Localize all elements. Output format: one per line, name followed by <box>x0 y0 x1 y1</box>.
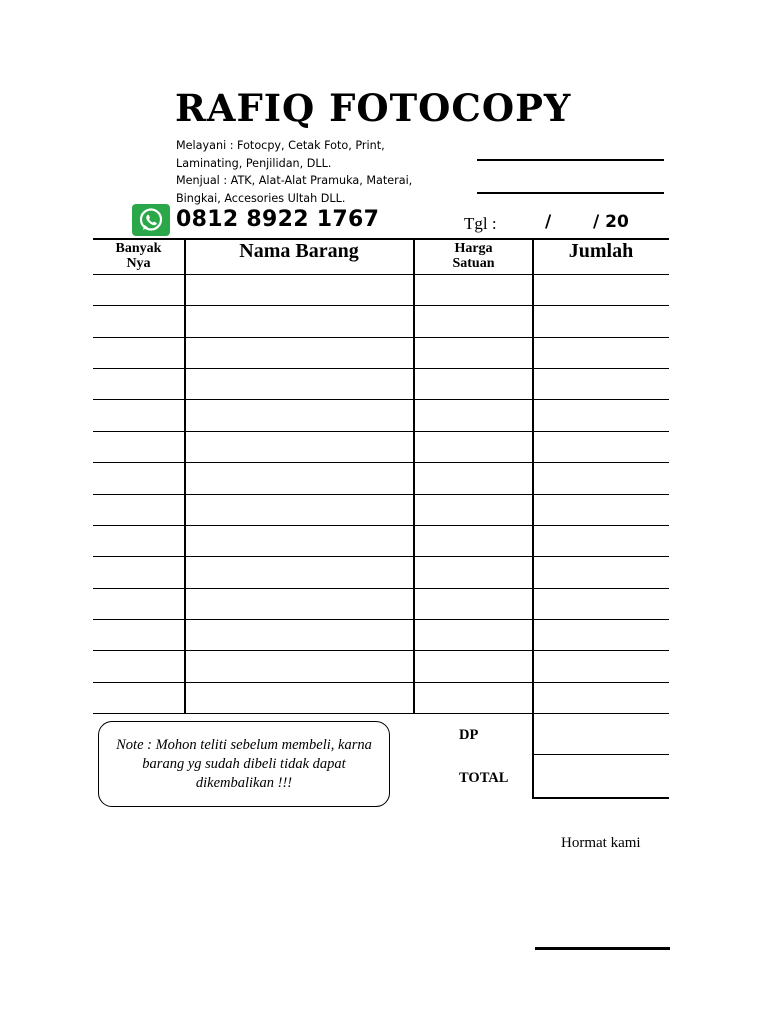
phone-number: 0812 8922 1767 <box>176 207 380 232</box>
table-row-border <box>93 682 669 683</box>
table-row-border <box>93 713 669 714</box>
column-header-text: Harga <box>454 241 493 256</box>
customer-name-line <box>477 159 664 161</box>
table-row-border <box>93 525 669 526</box>
signature-line <box>535 947 670 950</box>
table-row-border <box>93 650 669 651</box>
closing-text: Hormat kami <box>561 835 641 851</box>
table-row-border <box>93 274 669 275</box>
shop-title: RAFIQ FOTOCOPY <box>175 86 572 130</box>
total-row-border <box>533 797 669 799</box>
table-row-border <box>93 619 669 620</box>
date-separator: / <box>545 212 552 232</box>
table-row-border <box>93 494 669 495</box>
dp-row-border <box>533 754 669 755</box>
total-label: TOTAL <box>459 770 509 786</box>
table-row-border <box>93 399 669 400</box>
dp-label: DP <box>459 727 479 743</box>
column-header-banyak <box>93 241 184 271</box>
table-row-border <box>93 337 669 338</box>
column-header-text: Nya <box>126 256 151 271</box>
note-box <box>98 721 390 807</box>
services-line: Bingkai, Accesories Ultah DLL. <box>176 191 346 205</box>
column-header-jumlah: Jumlah <box>568 240 634 262</box>
note-text: Note : Mohon teliti sebelum membeli, karna barang yg sudah dibeli tidak dapat dikembalikan !!! <box>116 736 372 791</box>
date-year: / 20 <box>593 212 629 232</box>
column-header-text: Satuan <box>452 256 495 271</box>
column-divider <box>413 239 415 713</box>
table-row-border <box>93 305 669 306</box>
table-row-border <box>93 431 669 432</box>
table-row-border <box>93 588 669 589</box>
column-divider <box>532 239 534 799</box>
services-line: Melayani : Fotocpy, Cetak Foto, Print, <box>176 139 385 152</box>
customer-address-line <box>477 192 664 194</box>
column-header-harga-satuan <box>414 241 533 271</box>
table-row-border <box>93 368 669 369</box>
column-header-text: Banyak <box>115 241 162 256</box>
whatsapp-icon <box>132 204 170 236</box>
whatsapp-glyph <box>136 205 166 235</box>
table-row-border <box>93 556 669 557</box>
date-label: Tgl : <box>464 214 497 233</box>
services-line: Laminating, Penjilidan, DLL. <box>176 156 332 170</box>
services-line: Menjual : ATK, Alat-Alat Pramuka, Materai, <box>176 174 413 187</box>
table-row-border <box>93 462 669 463</box>
column-header-nama-barang: Nama Barang <box>239 240 359 262</box>
services-description <box>176 137 456 207</box>
column-divider <box>184 239 186 713</box>
